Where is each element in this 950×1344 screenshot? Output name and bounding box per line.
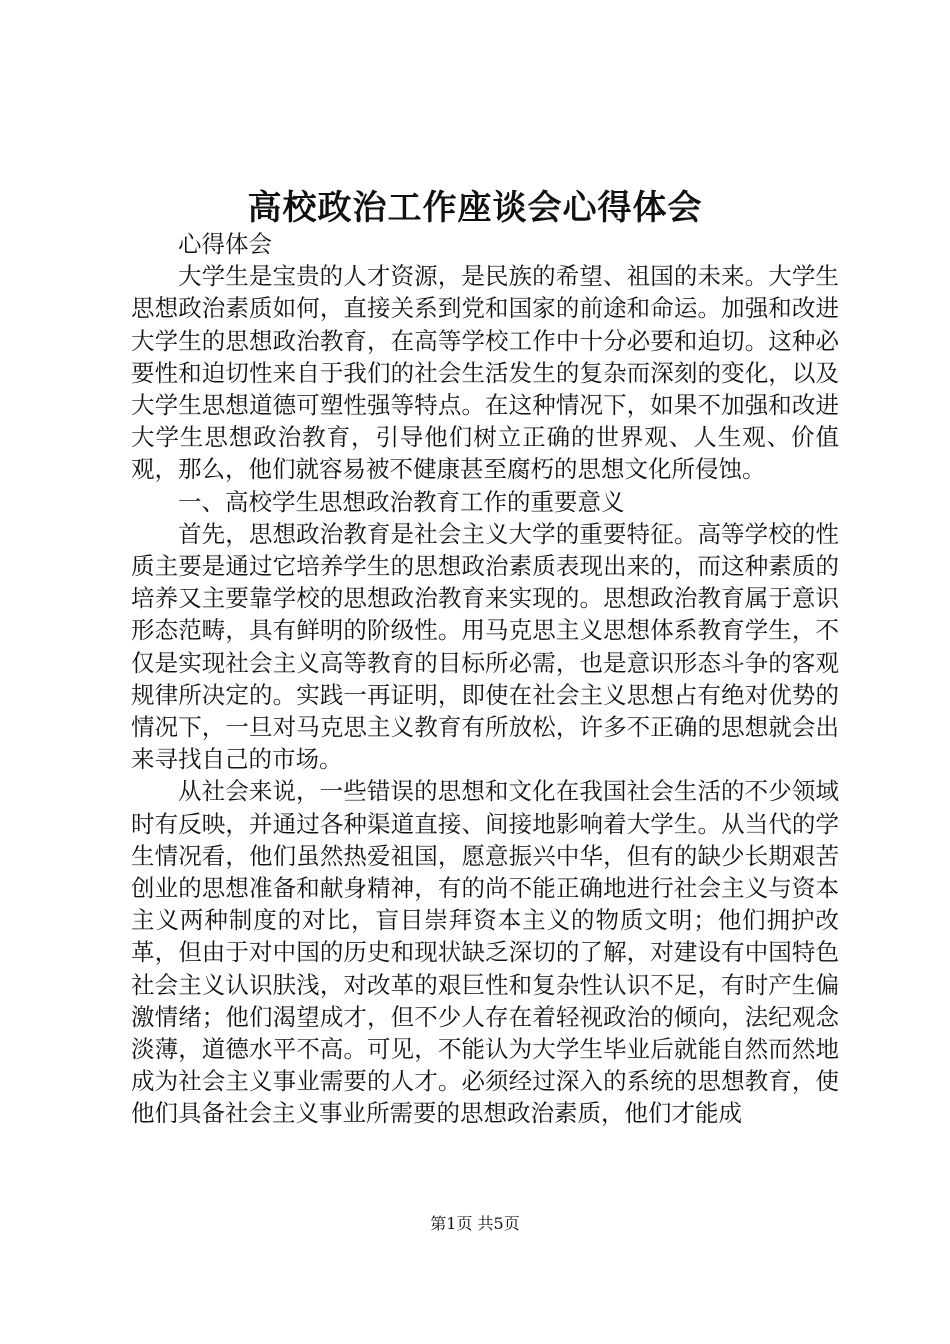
paragraph-subtitle: 心得体会 — [178, 230, 272, 258]
page-number-footer: 第1页 共5页 — [430, 1214, 520, 1233]
paragraph-first: 首先，思想政治教育是社会主义大学的重要特征。高等学校的性质主要是通过它培养学生的思想政治素质表现出来的，而这种素质的培养又主要靠学校的思想政治教育来实现的。思想政治教育属于意识形态范畴，具有鲜明的阶级性。用马克思主义思想体系教育学生，不仅是实现社会主义高等教育的目标所必需，也是意识形态斗争的客观规律所决定的。实践一再证明，即使在社会主义思想占有绝对优势的情况下，一旦对马克思主义教育有所放松，许多不正确的思想就会出来寻找自己的市场。 — [131, 519, 839, 774]
paragraph-intro: 大学生是宝贵的人才资源，是民族的希望、祖国的未来。大学生思想政治素质如何，直接关系到党和国家的前途和命运。加强和改进大学生的思想政治教育，在高等学校工作中十分必要和迫切。这种必要性和迫切性来自于我们的社会生活发生的复杂而深刻的变化，以及大学生思想道德可塑性强等特点。在这种情况下，如果不加强和改进大学生思想政治教育，引导他们树立正确的世界观、人生观、价值观，那么，他们就容易被不健康甚至腐朽的思想文化所侵蚀。 — [131, 262, 839, 484]
paragraph-society: 从社会来说，一些错误的思想和文化在我国社会生活的不少领域时有反映，并通过各种渠道直接、间接地影响着大学生。从当代的学生情况看，他们虽然热爱祖国，愿意振兴中华，但有的缺少长期艰苦创业的思想准备和献身精神，有的尚不能正确地进行社会主义与资本主义两种制度的对比，盲目崇拜资本主义的物质文明；他们拥护改革，但由于对中国的历史和现状缺乏深切的了解，对建设有中国特色社会主义认识肤浅，对改革的艰巨性和复杂性认识不足，有时产生偏激情绪；他们渴望成才，但不少人存在着轻视政治的倾向，法纪观念淡薄，道德水平不高。可见，不能认为大学生毕业后就能自然而然地成为社会主义事业需要的人才。必须经过深入的系统的思想教育，使他们具备社会主义事业所需要的思想政治素质，他们才能成 — [131, 777, 839, 1128]
document-title: 高校政治工作座谈会心得体会 — [247, 188, 703, 228]
section-heading: 一、高校学生思想政治教育工作的重要意义 — [178, 487, 625, 516]
document-body — [131, 228, 839, 1130]
